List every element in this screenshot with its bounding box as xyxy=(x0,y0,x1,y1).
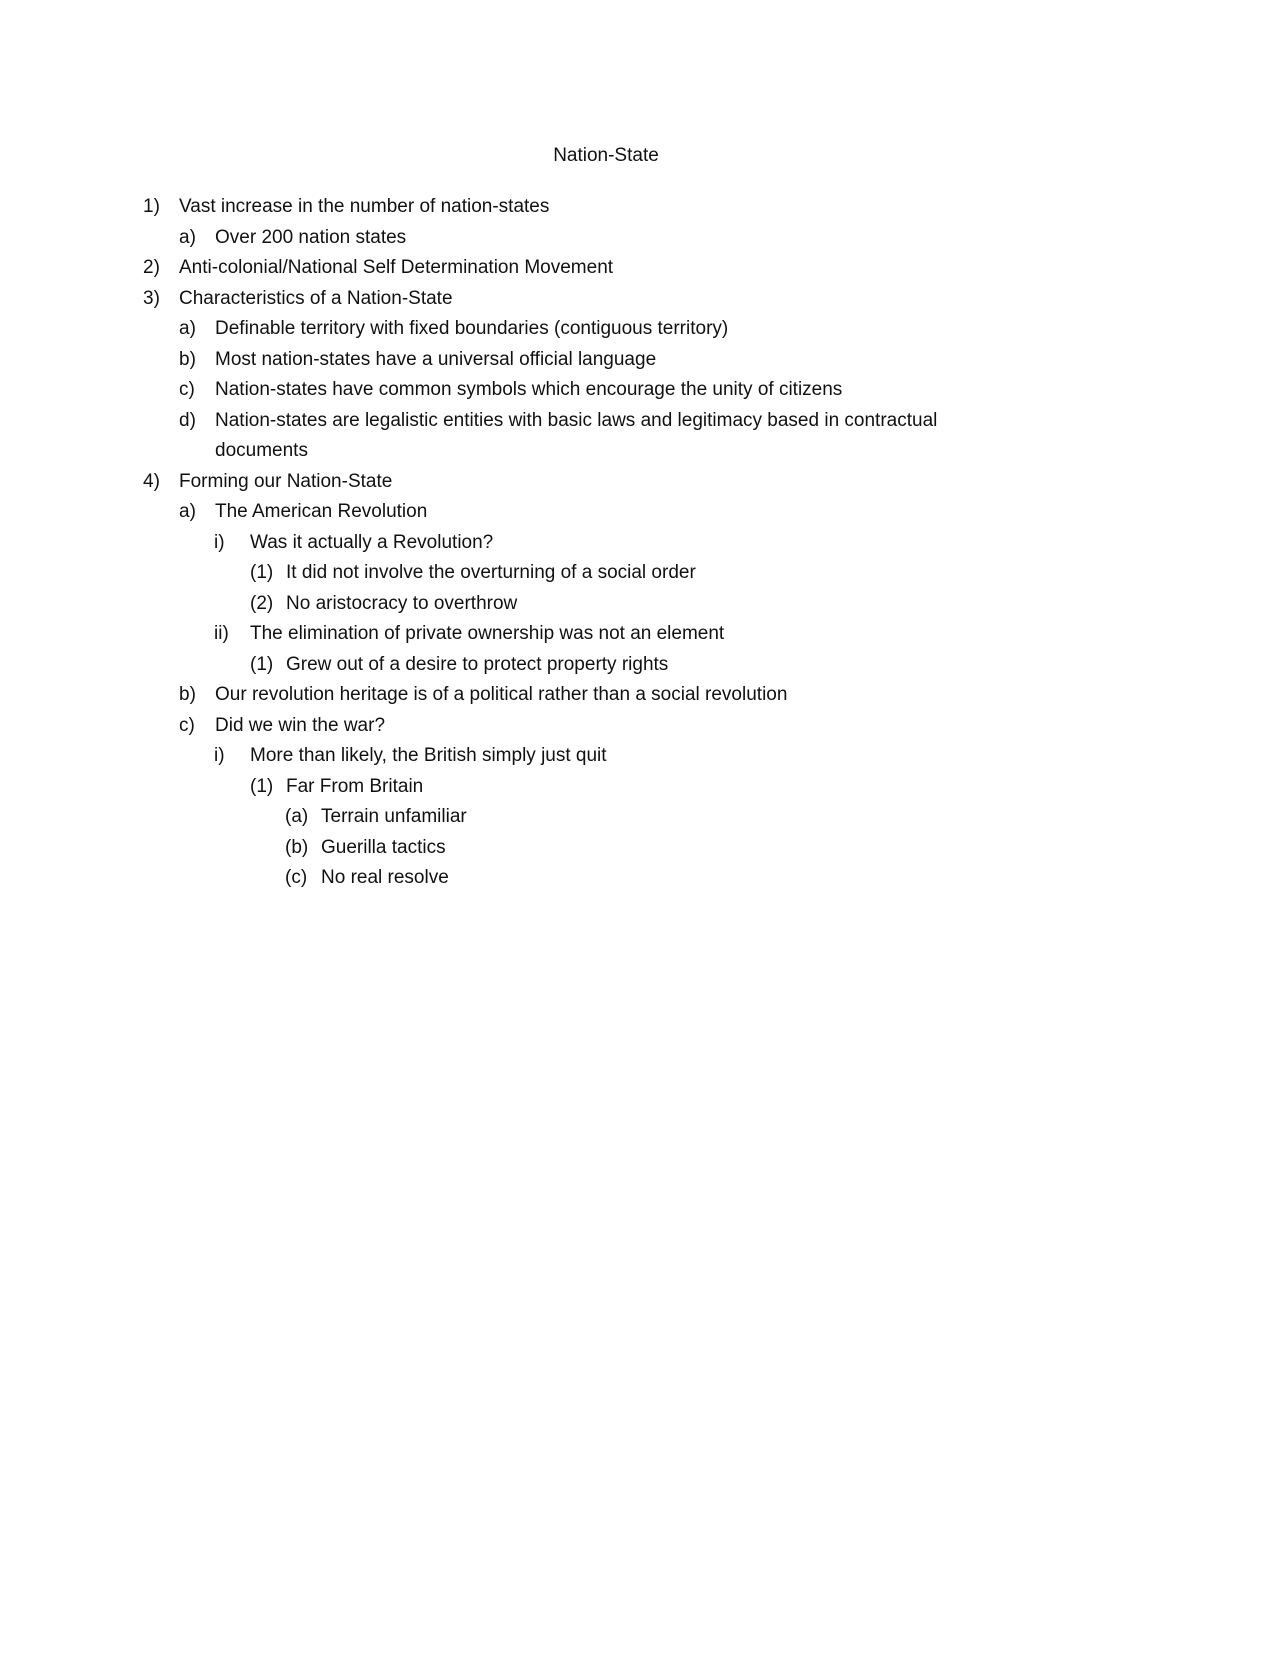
outline-item xyxy=(285,863,1011,894)
outline-item xyxy=(179,345,1011,376)
outline-item xyxy=(250,558,1011,589)
outline-item xyxy=(250,772,1011,803)
outline-item-number: c) xyxy=(179,714,195,736)
outline-item xyxy=(143,467,1011,498)
outline-item-text: Far From Britain xyxy=(286,775,424,797)
outline-item-text: Anti-colonial/National Self Determination Movement xyxy=(179,257,614,278)
outline-item-number: d) xyxy=(179,409,196,431)
outline-item xyxy=(179,223,1011,254)
outline-item-text: The elimination of private ownership was not an element xyxy=(250,623,725,644)
outline-item-text: Forming our Nation-State xyxy=(179,470,393,492)
outline-item-text: No real resolve xyxy=(321,867,449,888)
outline-item-number: (1) xyxy=(250,653,274,675)
outline-item-text: No aristocracy to overthrow xyxy=(286,592,518,614)
outline-item-number: ii) xyxy=(214,623,229,644)
outline-item-text: Did we win the war? xyxy=(215,714,386,736)
outline-item-number: (1) xyxy=(250,775,274,797)
outline-item xyxy=(285,802,1011,833)
outline-item xyxy=(214,619,1011,650)
outline-item-text: Guerilla tactics xyxy=(321,836,446,858)
outline-item xyxy=(250,650,1011,681)
outline-item-number: i) xyxy=(214,745,225,766)
outline-item-text: It did not involve the overturning of a social order xyxy=(286,562,696,583)
outline-item xyxy=(143,284,1011,315)
outline-item xyxy=(179,406,1011,467)
outline-item-text: Terrain unfamiliar xyxy=(321,806,467,827)
outline-item-text: Grew out of a desire to protect property rights xyxy=(286,653,669,675)
outline-item-text: Characteristics of a Nation-State xyxy=(179,287,453,309)
outline-item-text: Over 200 nation states xyxy=(215,226,407,248)
outline-item-text: Most nation-states have a universal official language xyxy=(215,348,657,370)
outline-item-number: (1) xyxy=(250,562,274,583)
outline-item-number: (c) xyxy=(285,867,308,888)
outline-item xyxy=(285,833,1011,864)
outline-item-number: c) xyxy=(179,379,195,400)
document-title: Nation-State xyxy=(553,145,659,166)
outline-item-number: b) xyxy=(179,348,196,370)
outline-item-text: Nation-states have common symbols which encourage the unity of citizens xyxy=(215,379,843,400)
outline-item-text: The American Revolution xyxy=(215,501,428,522)
outline-item-text: More than likely, the British simply just quit xyxy=(250,745,607,766)
outline-item-number: 4) xyxy=(143,470,160,492)
outline-item-text: Vast increase in the number of nation-states xyxy=(179,196,550,217)
outline-item xyxy=(179,680,1011,711)
outline-item-number: (a) xyxy=(285,806,309,827)
outline-item xyxy=(179,314,1011,345)
outline-item-number: a) xyxy=(179,318,196,339)
outline-item-number: a) xyxy=(179,501,196,522)
outline-item-number: b) xyxy=(179,684,196,705)
outline-item-number: i) xyxy=(214,531,225,553)
outline-item xyxy=(143,253,1011,284)
outline-item-number: a) xyxy=(179,226,196,248)
outline-item-text: Nation-states are legalistic entities with basic laws and legitimacy based in contractual documents xyxy=(215,409,938,461)
outline-item-number: 1) xyxy=(143,196,160,217)
outline-item-text: Our revolution heritage is of a political rather than a social revolution xyxy=(215,684,788,705)
outline-item-number: (b) xyxy=(285,836,309,858)
outline-item xyxy=(143,192,1011,223)
outline-item-number: 3) xyxy=(143,287,160,309)
outline-item xyxy=(214,741,1011,772)
outline-item-number: (2) xyxy=(250,592,274,614)
outline-item xyxy=(179,375,1011,406)
outline-item xyxy=(250,589,1011,620)
outline-item xyxy=(179,497,1011,528)
outline-item-text: Definable territory with fixed boundaries (contiguous territory) xyxy=(215,318,729,339)
outline-item-text: Was it actually a Revolution? xyxy=(250,531,494,553)
outline-item xyxy=(214,528,1011,559)
outline-item xyxy=(179,711,1011,742)
outline-item-number: 2) xyxy=(143,257,160,278)
